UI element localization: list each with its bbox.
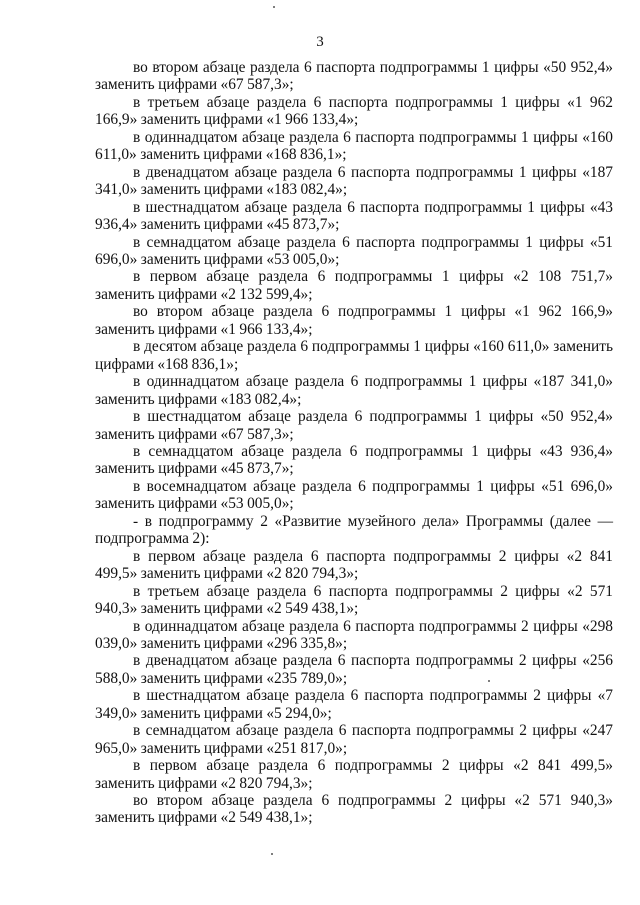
scan-speck (271, 853, 273, 855)
paragraph: во втором абзаце раздела 6 подпрограммы 1 цифры «1 962 166,9» заменить цифрами «1 966 133,4»; (95, 303, 613, 338)
paragraph: в первом абзаце раздела 6 подпрограммы 1 цифры «2 108 751,7» заменить цифрами «2 132 599,4»; (95, 268, 613, 303)
paragraph: в шестнадцатом абзаце раздела 6 подпрограммы 1 цифры «50 952,4» заменить цифрами «67 587,3»; (95, 408, 613, 443)
paragraph: во втором абзаце раздела 6 паспорта подпрограммы 1 цифры «50 952,4» заменить цифрами «67 587,3»; (95, 59, 613, 94)
paragraph: в одиннадцатом абзаце раздела 6 подпрограммы 1 цифры «187 341,0» заменить цифрами «183 082,4»; (95, 373, 613, 408)
paragraph: в двенадцатом абзаце раздела 6 паспорта подпрограммы 1 цифры «187 341,0» заменить цифрами «183 082,4»; (95, 163, 613, 199)
paragraph: в первом абзаце раздела 6 подпрограммы 2 цифры «2 841 499,5» заменить цифрами «2 820 794,3»; (95, 757, 613, 792)
paragraph: в семнадцатом абзаце раздела 6 подпрограммы 1 цифры «43 936,4» заменить цифрами «45 873,7»; (95, 442, 613, 478)
paragraph: в восемнадцатом абзаце раздела 6 подпрограммы 1 цифры «51 696,0» заменить цифрами «53 005,0»; (95, 477, 613, 513)
scan-speck (273, 6, 275, 8)
paragraph: во втором абзаце раздела 6 подпрограммы 2 цифры «2 571 940,3» заменить цифрами «2 549 438,1»; (95, 792, 613, 827)
scan-speck (488, 680, 490, 682)
paragraph: в одиннадцатом абзаце раздела 6 паспорта подпрограммы 2 цифры «298 039,0» заменить цифрами «296 335,8»; (95, 617, 613, 652)
paragraph: в третьем абзаце раздела 6 паспорта подпрограммы 1 цифры «1 962 166,9» заменить цифрами «1 966 133,4»; (95, 93, 613, 129)
paragraph: в шестнадцатом абзаце раздела 6 паспорта подпрограммы 1 цифры «43 936,4» заменить цифрами «45 873,7»; (95, 198, 613, 234)
page-number: 3 (316, 34, 324, 50)
paragraph: в двенадцатом абзаце раздела 6 паспорта подпрограммы 2 цифры «256 588,0» заменить цифрами «235 789,0»; (95, 652, 613, 687)
paragraph: в семнадцатом абзаце раздела 6 паспорта подпрограммы 2 цифры «247 965,0» заменить цифрами «251 817,0»; (95, 722, 613, 757)
paragraph: в одиннадцатом абзаце раздела 6 паспорта подпрограммы 1 цифры «160 611,0» заменить цифрами «168 836,1»; (95, 128, 613, 164)
paragraph: в семнадцатом абзаце раздела 6 паспорта подпрограммы 1 цифры «51 696,0» заменить цифрами «53 005,0»; (95, 233, 613, 268)
paragraph: - в подпрограмму 2 «Развитие музейного дела» Программы (далее — подпрограмма 2): (95, 512, 613, 548)
paragraph: в шестнадцатом абзаце раздела 6 паспорта подпрограммы 2 цифры «7 349,0» заменить цифрами «5 294,0»; (95, 687, 613, 722)
paragraph: в десятом абзаце раздела 6 подпрограммы 1 цифры «160 611,0» заменить цифрами «168 836,1»; (95, 338, 613, 373)
document-body (95, 59, 613, 827)
paragraph: в первом абзаце раздела 6 паспорта подпрограммы 2 цифры «2 841 499,5» заменить цифрами «2 820 794,3»; (95, 547, 613, 583)
paragraph: в третьем абзаце раздела 6 паспорта подпрограммы 2 цифры «2 571 940,3» заменить цифрами «2 549 438,1»; (95, 582, 613, 618)
